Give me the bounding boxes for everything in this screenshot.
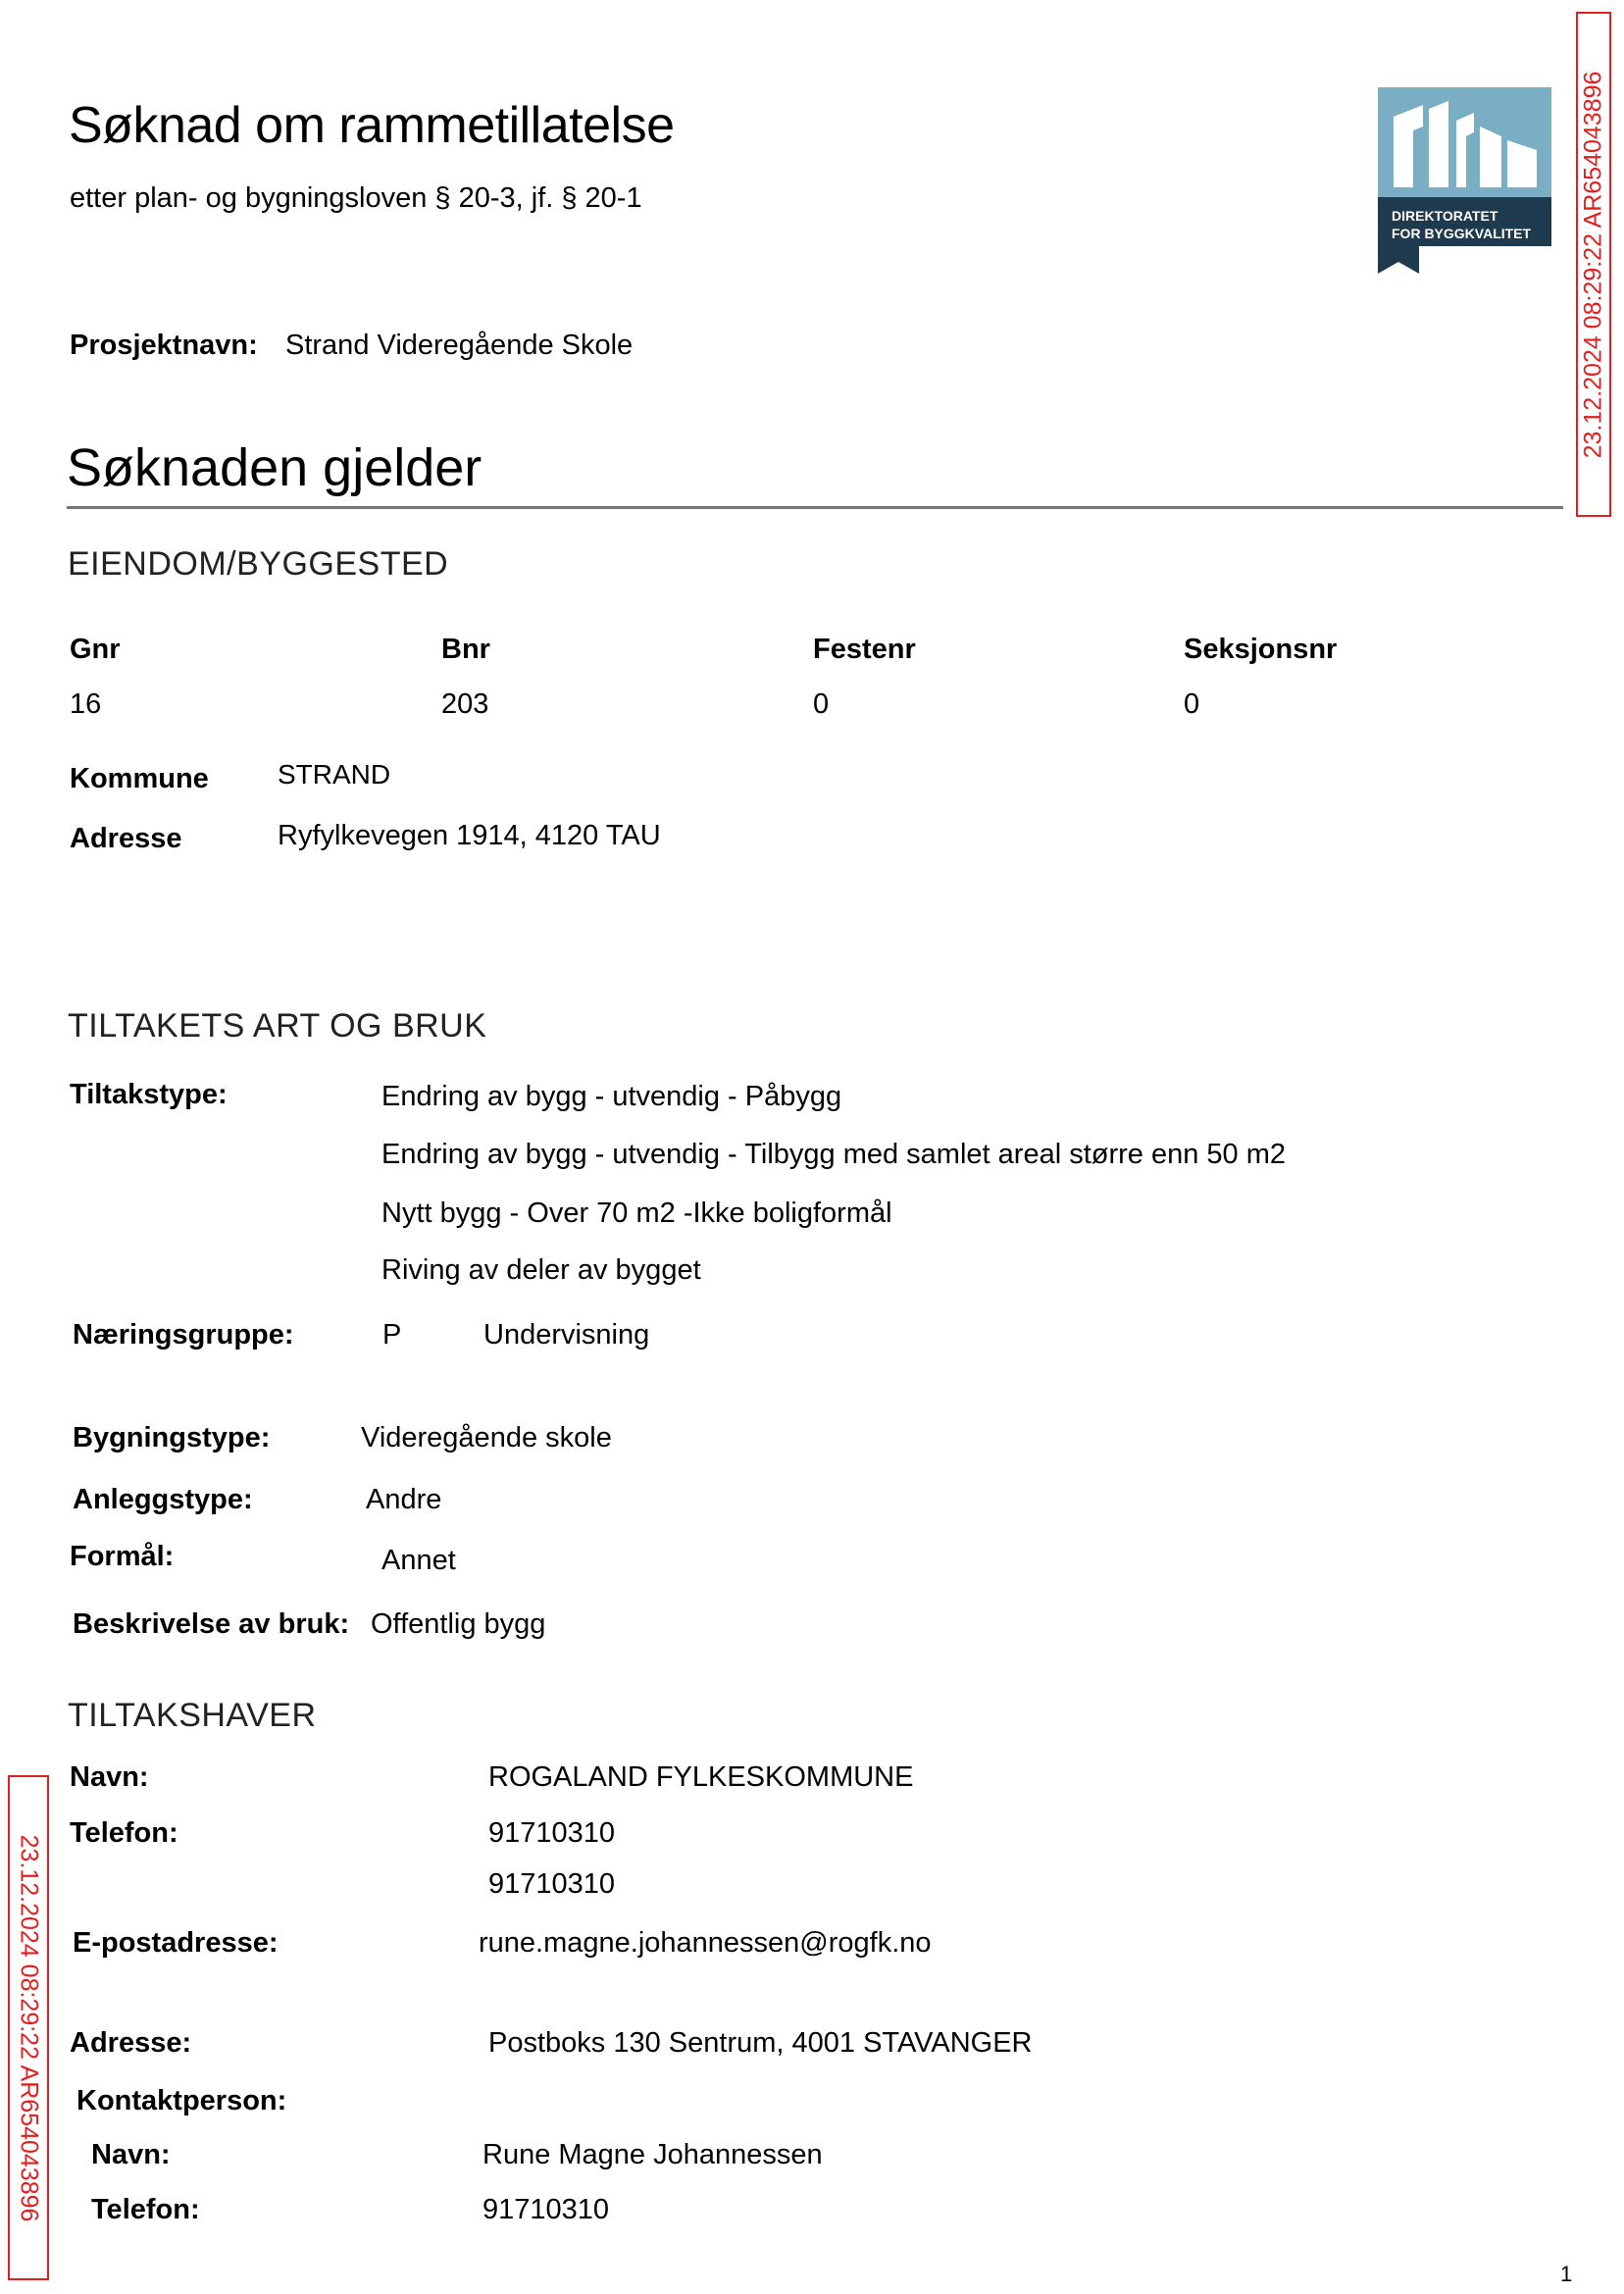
festenr-label: Festenr [813,634,916,665]
stamp-text: 23.12.2024 08:29:22 AR654043896 [1579,71,1607,458]
bnr-label: Bnr [441,634,490,665]
tiltak-heading: TILTAKETS ART OG BRUK [68,1007,487,1045]
festenr-value: 0 [813,688,830,720]
naeringsgruppe-code: P [382,1319,402,1351]
kontakt-telefon-label: Telefon: [91,2194,200,2225]
tiltakshaver-telefon-label: Telefon: [70,1817,178,1849]
kontakt-navn-label: Navn: [91,2139,171,2170]
page-number: 1 [1560,2262,1573,2286]
project-name: Strand Videregående Skole [285,330,634,361]
tiltakshaver-telefon-value: 91710310 [488,1817,616,1849]
tiltakshaver-navn-value: ROGALAND FYLKESKOMMUNE [488,1761,914,1793]
gnr-value: 16 [70,688,102,720]
timestamp-stamp-top [1576,12,1611,517]
beskrivelse-label: Beskrivelse av bruk: [73,1608,350,1640]
dibk-logo [1378,87,1551,274]
epost-value: rune.magne.johannessen@rogfk.no [479,1927,932,1959]
tiltakshaver-adresse-value: Postboks 130 Sentrum, 4001 STAVANGER [488,2027,1033,2059]
section-title: Søknaden gjelder [67,438,482,497]
epost-label: E-postadresse: [73,1927,279,1959]
seksjonsnr-value: 0 [1184,688,1200,720]
kommune-value: STRAND [278,759,391,790]
tiltakstype-label: Tiltakstype: [70,1079,228,1110]
tiltakshaver-navn-label: Navn: [70,1761,149,1793]
anleggstype-label: Anleggstype: [73,1484,253,1515]
logo-text-1: DIREKTORATET [1392,208,1498,224]
document-subtitle: etter plan- og bygningsloven § 20-3, jf. § 20-1 [70,182,642,214]
adresse-label: Adresse [70,823,182,854]
kontakt-telefon-value: 91710310 [482,2194,610,2225]
seksjonsnr-label: Seksjonsnr [1184,634,1338,665]
logo-text-2: FOR BYGGKVALITET [1392,226,1532,241]
tiltakstype-item: Riving av deler av bygget [381,1254,701,1286]
stamp-text: 23.12.2024 08:29:22 AR654043896 [15,1834,43,2221]
gnr-label: Gnr [70,634,121,665]
bygningstype-label: Bygningstype: [73,1422,271,1453]
naeringsgruppe-label: Næringsgruppe: [73,1319,294,1351]
kontakt-navn-value: Rune Magne Johannessen [482,2139,823,2170]
tiltakstype-item: Endring av bygg - utvendig - Tilbygg med samlet areal større enn 50 m2 [381,1139,1287,1170]
document-title: Søknad om rammetillatelse [69,97,675,154]
tiltakshaver-telefon-value-2: 91710310 [488,1868,616,1900]
bnr-value: 203 [441,688,489,720]
tiltakshaver-heading: TILTAKSHAVER [68,1697,317,1734]
tiltakshaver-adresse-label: Adresse: [70,2027,192,2059]
formal-label: Formål: [70,1541,175,1572]
naeringsgruppe-value: Undervisning [483,1319,650,1351]
anleggstype-value: Andre [366,1484,442,1515]
eiendom-heading: EIENDOM/BYGGESTED [68,545,449,583]
formal-value: Annet [381,1545,456,1576]
kommune-label: Kommune [70,763,209,794]
project-label: Prosjektnavn: [70,330,258,361]
tiltakstype-item: Nytt bygg - Over 70 m2 -Ikke boligformål [381,1198,892,1229]
bygningstype-value: Videregående skole [361,1422,612,1453]
section-divider [67,506,1563,509]
kontaktperson-label: Kontaktperson: [76,2085,287,2116]
tiltakstype-item: Endring av bygg - utvendig - Påbygg [381,1081,842,1112]
timestamp-stamp-bottom [8,1775,49,2280]
adresse-value: Ryfylkevegen 1914, 4120 TAU [278,820,661,851]
beskrivelse-value: Offentlig bygg [371,1608,546,1640]
